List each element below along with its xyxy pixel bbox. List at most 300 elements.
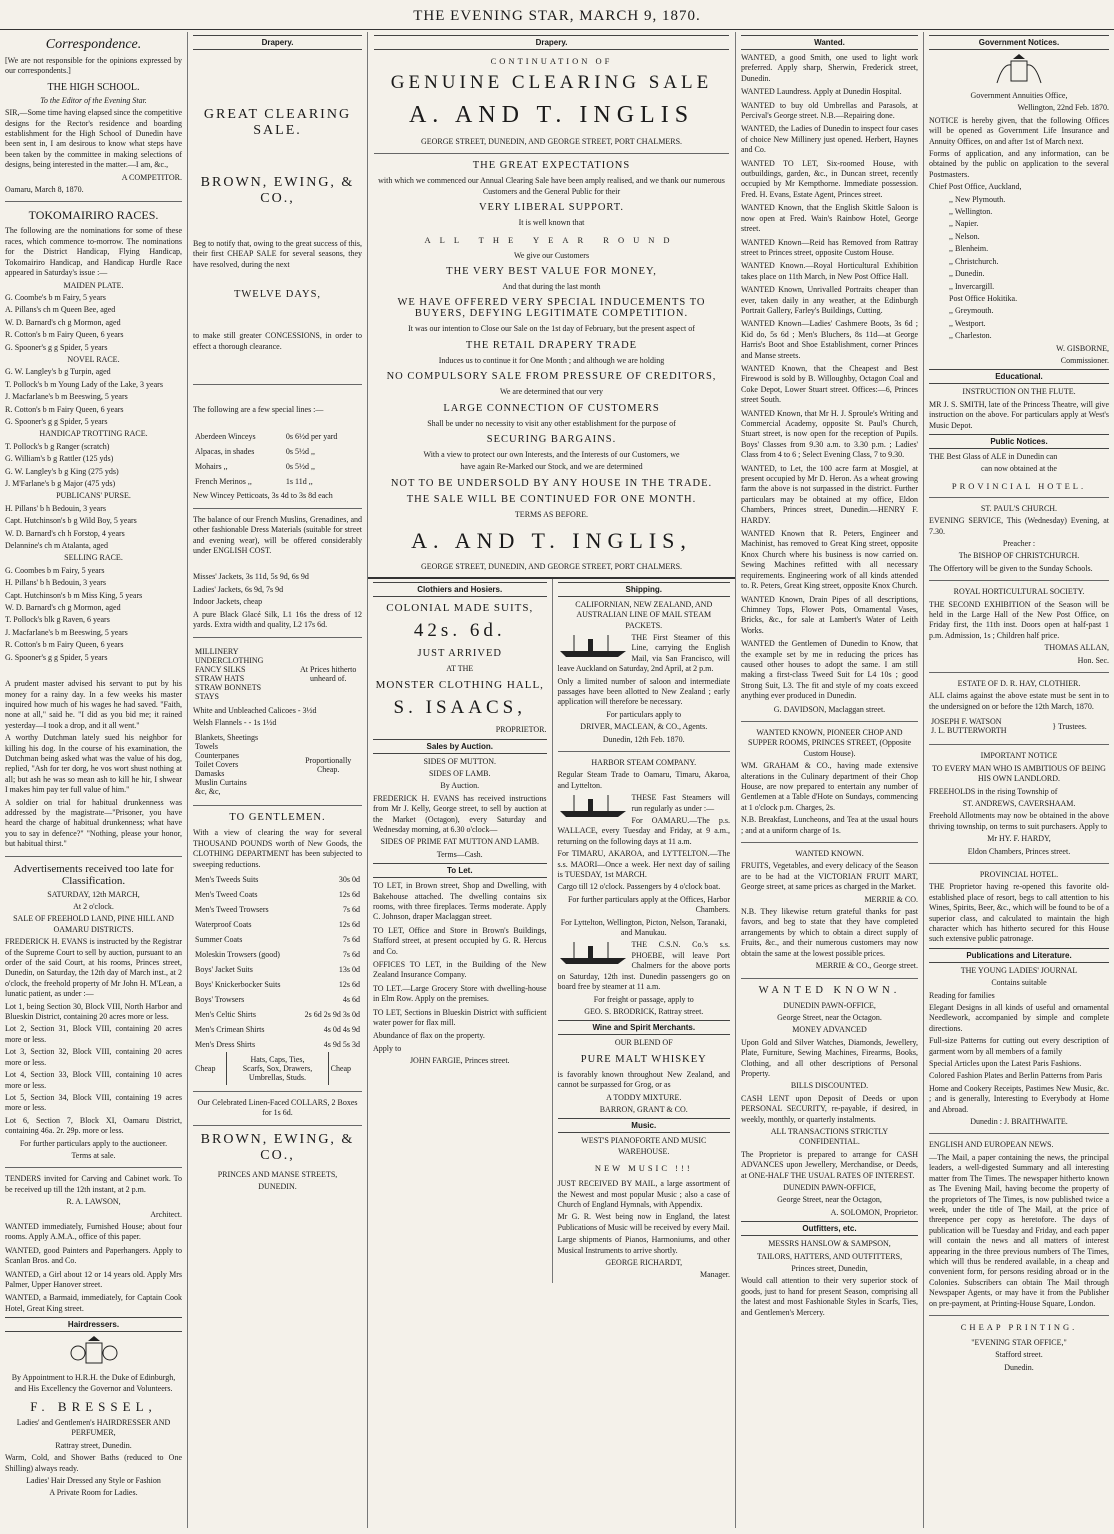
special-line-price: 0s 5½d ,, — [285, 447, 315, 457]
drapery-header: Drapery. — [193, 35, 362, 50]
inglis-text-5: It was our intention to Close our Sale on the 1st day of February, but the present aspect of — [408, 324, 695, 334]
clothing-price: 7s 6d — [342, 934, 360, 944]
race-entry: G. Coombes b m Fairy, 5 years — [5, 565, 105, 575]
race-entry: Capt. Hutchinson's b g Wild Boy, 5 years — [5, 516, 137, 526]
best-value: THE VERY BEST VALUE FOR MONEY, — [446, 266, 657, 278]
clothing-item: Boys' Trowsers — [195, 994, 245, 1004]
fruits-nb: N.B. They likewise return grateful thanks for past favors, and beg to state that they have completed arrangements by which to obtain a direct supply of Fruits, &c., and their numerous customers may now obtain the same at the lowest possible prices. — [741, 907, 918, 958]
large-connection: LARGE CONNECTION OF CUSTOMERS — [443, 402, 660, 414]
ylj-item: Colored Fashion Plates and Berlin Patterns from Paris — [929, 1071, 1103, 1081]
one-month: THE SALE WILL BE CONTINUED FOR ONE MONTH. — [406, 493, 697, 505]
clothing-price: 12s 6d — [338, 889, 360, 899]
government-header: Government Notices. — [929, 35, 1109, 50]
household-item: Counterpanes — [195, 751, 239, 761]
sale-lot: Lot 5, Section 34, Block VIII, containing 19 acres more or less. — [5, 1092, 182, 1113]
sides-of-lamb: SIDES OF LAMB. — [428, 768, 491, 778]
cheap-left: Cheap — [195, 1063, 216, 1073]
publications-header: Publications and Literature. — [929, 948, 1109, 963]
sale-lot: Lot 6, Section 7, Block XI, Oamaru District, containing 46a. 2r. 29p. more or less. — [5, 1115, 182, 1136]
clothing-item: Moleskin Trowsers (good) — [195, 949, 280, 959]
post-office-item: Post Office Hokitika. — [949, 293, 1018, 303]
column-inglis-and-misc — [368, 32, 736, 1528]
californian-apply: For particulars apply to — [606, 709, 682, 719]
music-body: JUST RECEIVED BY MAIL, a large assortment of the Newest and most popular Music ; also a case of Church of England Hymnals, with Appendix. — [557, 1179, 730, 1209]
nelson-title: For Lyttelton, Wellington, Picton, Nelson, Taranaki, and Manukau. — [560, 917, 727, 938]
wanted-known-ad: WANTED Known, that Mr H. J. Sproule's Writing and Commercial Academy, opposite St. Paul's Church, Stuart street, is now open for the reception of Pupils. Boys' Classes from 9.30 a.m. to 3.30 p.m. ; Ladies' Class from 4 to 6 ; Select Evening Class, 7 to 9.30. — [741, 408, 918, 460]
hanslow-3: Princes street, Dunedin, — [791, 1264, 868, 1274]
race-entry: Delannine's ch m Atalanta, aged — [5, 541, 108, 551]
hair-title: Ladies' and Gentlemen's HAIRDRESSER AND PERFUMER, — [16, 1418, 171, 1438]
at-the: AT THE — [446, 663, 474, 673]
hair-name: F. BRESSEL, — [30, 1399, 157, 1415]
davidson: G. DAVIDSON, Maclaggan street. — [773, 704, 886, 714]
inglis-text-2: It is well known that — [518, 218, 585, 228]
sale-time: At 2 o'clock. — [73, 902, 114, 911]
money-advanced: MONEY ADVANCED — [792, 1025, 867, 1035]
race-entry: Capt. Hutchinson's b m Miss King, 5 years — [5, 590, 143, 600]
clothing-item: Men's Tweed Trowsers — [195, 904, 269, 914]
ylj-contains: Contains suitable — [991, 978, 1047, 988]
wanted-known-ad: WANTED Known, Drain Pipes of all descriptions, Chimney Tops, Flower Pots, Ornamental Vases, Bricks, &c., for sale at Lambert's Water of Leith Works. — [741, 594, 918, 635]
evening-star-office: "EVENING STAR OFFICE," — [971, 1337, 1067, 1347]
special-line-item: Mohairs ,, — [195, 462, 228, 472]
wanted-ad: WANTED immediately, Furnished House; about four rooms. Apply A.M.A., office of this paper. — [5, 1221, 182, 1242]
household-item: Muslin Curtains — [195, 778, 247, 788]
race-title: PUBLICANS' PURSE. — [56, 491, 131, 501]
high-school-date: Oamaru, March 8, 1870. — [5, 185, 84, 195]
hon-sec: Hon. Sec. — [1077, 655, 1109, 665]
english-news: ENGLISH AND EUROPEAN NEWS. — [929, 1140, 1054, 1150]
clothing-price-table — [193, 872, 362, 1052]
clothing-row — [193, 917, 362, 932]
to-let-ad: TO LET, in Brown street, Shop and Dwelling, with Bakehouse attached. The dwelling contains six rooms, with three fireplaces. Terms moderate. Apply C. Johnson, draper Maclaggan street. — [373, 881, 547, 922]
sale-lot: Lot 4, Section 33, Block VIII, containing 10 acres more or less. — [5, 1070, 182, 1090]
dress-materials: The balance of our French Muslins, Grenadines, and other fashionable Dress Materials (suitable for street and evening wear), will be offered considerably under ENGLISH COST. — [193, 514, 362, 556]
special-line-price: 0s 5½d ,, — [285, 462, 315, 472]
column-drapery-brown-ewing — [188, 32, 368, 1528]
solomon: A. SOLOMON, Proprietor. — [830, 1207, 918, 1217]
departments-note: At Prices hitherto unheard of. — [299, 664, 357, 683]
special-line-item: Aberdeen Winceys — [195, 432, 256, 442]
race-title: SELLING RACE. — [64, 553, 123, 563]
welsh-flannels: Welsh Flannels - - 1s 1½d — [193, 717, 277, 727]
trustee-watson: JOSEPH F. WATSON — [931, 717, 1002, 727]
toddy-mixture: A TODDY MIXTURE. — [606, 1092, 682, 1102]
hair-ladies: Ladies' Hair Dressed any Style or Fashion — [26, 1476, 161, 1486]
sale-lot: Lot 3, Section 32, Block VIII, containing 20 acres more or less. — [5, 1047, 182, 1067]
genuine-clearing-sale-title: GENUINE CLEARING SALE — [390, 72, 713, 93]
sale-lot: Lot 1, being Section 30, Block VIII, North Harbor and Blueskin District, containing 20 acres more or less. — [5, 1001, 182, 1022]
brown-ewing-address: PRINCES AND MANSE STREETS, — [217, 1169, 338, 1179]
ylj-item: Full-size Patterns for cutting out every description of garment worn by all members of a family — [929, 1036, 1109, 1056]
inglis-text-7: We are determined that our very — [499, 387, 604, 397]
clothiers-header: Clothiers and Hosiers. — [373, 582, 547, 597]
harbor-body-2: THESE Fast Steamers will run regularly as under :— — [631, 793, 730, 813]
clothing-price: 12s 6d — [338, 919, 360, 929]
new-music: NEW MUSIC !!! — [594, 1163, 693, 1174]
department-item: FANCY SILKS — [195, 664, 246, 674]
column-wanted — [736, 32, 924, 1528]
ylj-item: Home and Cookery Receipts, Pastimes New Music, &c. ; and is generally, Interesting to Everybody at Home and Abroad. — [929, 1083, 1109, 1114]
important-notice: IMPORTANT NOTICE — [980, 751, 1058, 761]
sale-lots — [5, 1002, 182, 1137]
department-item: MILLINERY — [195, 646, 239, 656]
merrie-1: MERRIE & CO. — [864, 894, 918, 904]
inglis-text-1: with which we commenced our Annual Clearing Sale have been amply realised, and we thank our numerous Customers and the General Public for their — [378, 176, 725, 196]
not-undersold: NOT TO BE UNDERSOLD BY ANY HOUSE IN THE TRADE. — [390, 477, 713, 489]
sale-footer: For further particulars apply to the auctioneer. — [19, 1138, 168, 1148]
race-entry: T. Pollock's blk g Raven, 6 years — [5, 615, 110, 625]
anecdote-soldier: A soldier on trial for habitual drunkenness was addressed by the magistrate—"Prisoner, you have heard the charge of habitual drunkenness; what have you to say in defence?" "Nothing, please your honor, but habitual thirst." — [5, 797, 182, 849]
sale-terms: Terms at sale. — [71, 1150, 116, 1160]
special-lines-intro: The following are a few special lines :— — [193, 405, 324, 415]
music-header: Music. — [558, 1118, 731, 1133]
flute-body: MR J. S. SMITH, late of the Princess Theatre, will give instruction on the above. For particulars apply at West's Music Depot. — [929, 399, 1109, 430]
misses-jackets: Misses' Jackets, 3s 11d, 5s 9d, 6s 9d — [193, 572, 309, 582]
race-entry: R. Cotton's b m Fairy Queen, 6 years — [5, 640, 124, 650]
high-school-signature: A COMPETITOR. — [121, 172, 182, 182]
fruits-body: FRUITS, Vegetables, and every delicacy of the Season are to be had at the VICTORIAN FRUIT MART, George street, at same prices as charged in the Market. — [741, 861, 918, 892]
own-landlord: TO EVERY MAN WHO IS AMBITIOUS OF BEING HIS OWN LANDLORD. — [932, 763, 1106, 784]
wanted-known-ad: WANTED Known—Ladies' Cashmere Boots, 3s 6d ; Kid do, 5s 6d ; Men's Bluchers, 8s 11d—at George Harris's Boot and Shoe Establishment, corner Princes and Manse streets. — [741, 319, 918, 360]
confidential: ALL TRANSACTIONS STRICTLY CONFIDENTIAL. — [770, 1126, 889, 1147]
ladies-jackets: Ladies' Jackets, 6s 9d, 7s 9d — [193, 584, 284, 594]
no-compulsory-sale: NO COMPULSORY SALE FROM PRESSURE OF CREDITORS, — [386, 371, 717, 383]
steamship-icon — [558, 633, 628, 659]
trustees-label: } Trustees. — [1052, 721, 1087, 731]
high-school-title: THE HIGH SCHOOL. — [47, 81, 140, 93]
hairdressers-header: Hairdressers. — [5, 1317, 182, 1332]
race-entry: R. Cotton's b m Fairy Queen, 6 years — [5, 330, 124, 340]
cheap-right: Cheap — [330, 1063, 352, 1073]
household-item: Towels — [195, 742, 218, 752]
special-line-row — [193, 459, 362, 474]
disclaimer: [We are not responsible for the opinions expressed by our correspondents.] — [5, 56, 182, 76]
race-entry: A. Pillans's ch m Queen Bee, aged — [5, 305, 116, 315]
clothing-item: Summer Coats — [195, 934, 243, 944]
race-entry: W. D. Barnard's ch g Mormon, aged — [5, 317, 121, 327]
californian-title: CALIFORNIAN, NEW ZEALAND, AND AUSTRALIAN LINE OF MAIL STEAM PACKETS. — [575, 599, 713, 630]
race-entry: G. Spooner's g g Spider, 5 years — [5, 416, 108, 426]
race-title: NOVEL RACE. — [67, 354, 120, 364]
hanslow-body: Would call attention to their very superior stock of goods, just to hand for present Season, comprising all the latest and most Fashionable Styles in Scarfs, Ties, and Gentlemen's Mercery. — [741, 1276, 918, 1317]
post-office-item: ,, Dunedin. — [949, 269, 985, 279]
race-entry: R. Cotton's b m Fairy Queen, 6 years — [5, 404, 124, 414]
clothing-price: 2s 6d 2s 9d 3s 0d — [304, 1009, 360, 1019]
annuities-notice: NOTICE is hereby given, that the following Offices will be opened as Government Life Insurance and Annuity Offices, on and after 1st of March next. — [929, 115, 1109, 146]
inglis-text-6: Induces us to continue it for One Month ; and although we are holding — [438, 355, 665, 365]
pawn-body: Upon Gold and Silver Watches, Diamonds, Jewellery, Plate, Furniture, Sewing Machines, Firearms, Books, Clothing, and all other descriptions of Personal Property. — [741, 1037, 918, 1078]
pawn-sign-2: George Street, near the Octagon, — [777, 1195, 882, 1205]
wanted-ads — [5, 1222, 182, 1314]
wanted-ad: WANTED, good Painters and Paperhangers. Apply to Scanlan Bros. and Co. — [5, 1245, 182, 1266]
pawn-sign: DUNEDIN PAWN-OFFICE, — [783, 1183, 876, 1192]
cheap-items — [193, 1052, 362, 1085]
trustees-table — [929, 714, 1109, 738]
cheap-item: Umbrellas, Studs. — [248, 1072, 307, 1082]
race-entry: H. Pillans' b h Bedouin, 3 years — [5, 578, 106, 588]
john-fargie: JOHN FARGIE, Princes street. — [409, 1056, 510, 1066]
evans-auction: FREDERICK H. EVANS has received instructions from Mr J. Kelly, George street, to sell by auction at the Market (Octagon), every Saturday and Wednesday morning, at 6.30 o'clock— — [373, 793, 547, 834]
west-warehouse: WEST'S PIANOFORTE AND MUSIC WAREHOUSE. — [581, 1136, 707, 1156]
offertory: The Offertory will be given to the Sunday Schools. — [929, 563, 1093, 573]
late-ads-title: Advertisements received too late for Classification. — [13, 862, 174, 887]
wanted-known-ad: WANTED, the Ladies of Dunedin to inspect four cases of choice New Millinery just opened. Herbert, Haynes and Co. — [741, 124, 918, 155]
races-intro: The following are the nominations for some of these races, which commence to-morrow. The nominations for the District Handicap, Flying Handicap, Tokomairiro Handicap, and Handicap Hurdle Race appeared in Saturday's issue :— — [5, 226, 182, 278]
special-line-item: French Merinos ,, — [195, 477, 252, 487]
steamship-icon-3 — [558, 940, 628, 966]
races-title: TOKOMAIRIRO RACES. — [28, 208, 159, 223]
hair-baths: Warm, Cold, and Shower Baths (reduced to One Shilling) always ready. — [5, 1453, 182, 1473]
race-entry: G. William's b g Rattler (125 yds) — [5, 454, 114, 464]
race-entry: J. Macfarlane's b m Beeswing, 5 years — [5, 627, 128, 637]
to-let-ad: OFFICES TO LET, in the Building of the New Zealand Insurance Company. — [373, 960, 547, 980]
wanted-ad: WANTED, a Barmaid, immediately, for Captain Cook Hotel, Great King street. — [5, 1293, 182, 1313]
californian-body-2: Only a limited number of saloon and intermediate passages have been allotted to New Zealand ; early application will therefore be necessary. — [557, 676, 730, 707]
tenders-notice: TENDERS invited for Carving and Cabinet work. To be received up till the 12th instant, at 2 p.m. — [5, 1174, 182, 1194]
clothing-row — [193, 962, 362, 977]
ylj-item: Reading for families — [929, 990, 995, 1000]
californian-date: Dunedin, 12th Feb. 1870. — [602, 734, 685, 744]
harbor-body-6: For further particulars apply at the Offices, Harbor Chambers. — [567, 894, 730, 915]
to-let-ad: TO LET, Sections in Blueskin District with sufficient water power for flax mill. — [373, 1007, 547, 1028]
s-isaacs: S. ISAACS, — [393, 697, 526, 719]
to-gentlemen: TO GENTLEMEN. — [229, 812, 326, 824]
inglis-text-9: With a view to protect our own Interests, and the Interests of our Customers, we — [423, 450, 680, 460]
preacher: Preacher : — [1002, 539, 1036, 548]
trustee-butterworth: J. L. BUTTERWORTH — [931, 726, 1007, 736]
department-item: STRAW BONNETS — [195, 682, 262, 692]
special-line-row — [193, 429, 362, 444]
st-pauls: ST. PAUL'S CHURCH. — [980, 503, 1058, 513]
post-office-item: ,, Nelson. — [949, 231, 980, 241]
nelson-apply: For freight or passage, apply to — [593, 994, 694, 1004]
tenders-role: Architect. — [150, 1209, 182, 1219]
public-notices-header: Public Notices. — [929, 434, 1109, 449]
flax: Abundance of flax on the property. — [373, 1031, 485, 1041]
outfitters-header: Outfitters, etc. — [741, 1221, 918, 1236]
our-blend: OUR BLEND OF — [614, 1038, 673, 1048]
wanted-known-ad: WANTED, a good Smith, one used to light work preferred. Apply sharp, Sherwin, Frederick street, Dunedin. — [741, 53, 918, 83]
indoor-jackets: Indoor Jackets, cheap — [193, 597, 263, 607]
terms-cash: Terms—Cash. — [436, 849, 483, 859]
clothing-price: 7s 6d — [342, 904, 360, 914]
californian-body: THE First Steamer of this Line, carrying the English Mail, via San Francisco, will leave Auckland on Saturday, 2nd April, at 2 p.m. — [557, 632, 730, 674]
clothing-row — [193, 1022, 362, 1037]
freehold-body: Freehold Allotments may now be obtained in the above thriving township, on terms to suit purchasers. Apply to — [929, 811, 1109, 831]
special-line-row — [193, 474, 362, 489]
anecdote-rainy-day: A prudent master advised his servant to put by his money for a rainy day. In a few weeks his master inquired how much of his wages he had saved. "Faith, none at all," said he. "I did as you bid me; it rained yesterday—I took a drop, and it all went." — [5, 679, 182, 730]
gisborne: W. GISBORNE, — [1056, 343, 1109, 353]
wanted-known-fruit: WANTED KNOWN. — [795, 849, 864, 859]
wanted-known-ad: WANTED Known, that the English Skittle Saloon is now open at Fred. Wain's Rainbow Hotel, George street. — [741, 203, 918, 234]
richardt: GEORGE RICHARDT, — [605, 1258, 683, 1267]
race-entry: J. M'Farlane's b g Major (475 yds) — [5, 479, 116, 488]
annuities-date: Wellington, 22nd Feb. 1870. — [1017, 103, 1109, 113]
household-note: Proportionally Cheap. — [305, 755, 352, 774]
special-line-price: 0s 6½d per yard — [285, 432, 338, 442]
inglis-text-10: have again Re-Marked our Stock, and we are determined — [460, 462, 643, 472]
ylj-item: Special Articles upon the Latest Paris Fashions. — [929, 1059, 1082, 1069]
special-inducements: WE HAVE OFFERED VERY SPECIAL INDUCEMENTS TO BUYERS, DEFYING LEGITIMATE COMPETITION. — [397, 297, 706, 320]
shipping-header: Shipping. — [558, 582, 731, 597]
inglis-drapery-header: Drapery. — [374, 35, 729, 50]
wanted-known-ad: WANTED Known.—Royal Horticultural Exhibition takes place on 11th March, in New Post Office Hall. — [741, 261, 918, 281]
harbor-body: Regular Steam Trade to Oamaru, Timaru, Akaroa, and Lyttelton. — [557, 770, 730, 790]
wanted-known-ad: WANTED Known that R. Peters, Engineer and Machinist, has removed to Great King street, opposite Knox Church where his business is now carried on. Sewing Machines refitted with all necessary requirements. Engineering work of all kinds attended to. R. Peters, Great King street, opposite Knox Church. — [741, 529, 918, 591]
sale-title: SALE OF FREEHOLD LAND, PINE HILL AND OAMARU DISTRICTS. — [13, 914, 174, 934]
music-body-2: Mr G. R. West being now in England, the latest Publications of Music will be received by every Mail. — [557, 1212, 730, 1232]
subcolumn-left — [368, 579, 552, 1283]
to-let-ad: TO LET.—Large Grocery Store with dwelling-house in Elm Row. Apply on the premises. — [373, 983, 547, 1004]
inglis-address-footer: GEORGE STREET, DUNEDIN, AND GEORGE STREET, PORT CHALMERS. — [420, 562, 683, 572]
wanted-known-ad: WANTED Laundress. Apply at Dunedin Hospital. — [741, 87, 902, 97]
hair-address: Rattray street, Dunedin. — [55, 1440, 132, 1450]
hanslow-2: TAILORS, HATTERS, AND OUTFITTERS, — [756, 1251, 903, 1261]
suit-price: 42s. 6d. — [413, 619, 506, 641]
auction-header: Sales by Auction. — [373, 739, 547, 754]
bishop: The BISHOP OF CHRISTCHURCH. — [958, 551, 1080, 561]
clothing-price: 30s 0d — [338, 874, 360, 884]
wanted-known-ad: WANTED to buy old Umbrellas and Parasols, at Percival's George street. N.B.—Repairing done. — [741, 100, 918, 121]
clothing-row — [193, 902, 362, 917]
post-office-item: ,, Blenheim. — [949, 244, 989, 254]
special-line-item: Alpacas, in shades — [195, 447, 255, 457]
chief-post-office: Chief Post Office, Auckland, — [929, 182, 1022, 192]
calicoes: White and Unbleached Calicoes - 3½d — [193, 705, 317, 715]
annuities-forms: Forms of application, and any information, can be obtained by the public on application to the several Postmasters. — [929, 149, 1109, 179]
isaacs-proprietor: PROPRIETOR. — [495, 725, 547, 735]
all-the-year-round: ALL THE YEAR ROUND — [424, 234, 679, 245]
harbor-body-4: For TIMARU, AKAROA, and LYTTELTON.—The s.s. MAORI—Once a week. Her next day of sailing is TUESDAY, 1st MARCH. — [557, 849, 730, 880]
clothing-item: Men's Tweed Coats — [195, 889, 258, 899]
tenders-name: R. A. LAWSON, — [66, 1197, 121, 1207]
californian-agents: DRIVER, MACLEAN, & CO., Agents. — [580, 722, 708, 732]
continuation: CONTINUATION OF — [490, 56, 613, 66]
bills-discounted: BILLS DISCOUNTED. — [790, 1081, 869, 1091]
high-school-to: To the Editor of the Evening Star. — [40, 95, 147, 105]
cheap-item: Hats, Caps, Ties, — [250, 1054, 305, 1064]
by-auction: By Auction. — [440, 781, 480, 791]
post-office-item: ,, Westport. — [949, 318, 986, 328]
clothing-row — [193, 932, 362, 947]
merrie-2: MERRIE & CO., George street. — [815, 961, 918, 971]
household-item: Toilet Covers — [195, 760, 239, 770]
clothing-item: Men's Crimean Shirts — [195, 1024, 265, 1034]
estate-hay: ESTATE OF D. R. HAY, CLOTHIER. — [957, 679, 1081, 689]
column-government-notices — [924, 32, 1114, 1528]
estate-hay-body: ALL claims against the above estate must be sent in to the undersigned on or before the 12th March, 1870. — [929, 691, 1109, 711]
retail-drapery-trade: THE RETAIL DRAPERY TRADE — [465, 339, 638, 351]
barron-grant: BARRON, GRANT & CO. — [599, 1104, 688, 1114]
inglis-firm-footer: A. AND T. INGLIS, — [411, 528, 692, 554]
pure-malt-whiskey: PURE MALT WHISKEY — [580, 1053, 707, 1065]
second-exhibition: THE SECOND EXHIBITION of the Season will be held in the Large Hall of the New Post Office, on Friday first, the 11th inst. Doors open at half-past 1 p.m. Admission, 1s ; Children half price. — [929, 599, 1109, 640]
brown-ewing-intro: Beg to notify that, owing to the great success of this, their first CHEAP SALE for several seasons, they have resolved, during the next — [193, 239, 362, 269]
provincial-hotel-2: PROVINCIAL HOTEL. — [979, 869, 1059, 879]
clothing-item: Men's Celtic Shirts — [195, 1009, 256, 1019]
very-liberal-support: VERY LIBERAL SUPPORT. — [478, 202, 625, 214]
household-item: Blankets, Sheetings — [195, 733, 259, 743]
brown-ewing-firm: BROWN, EWING, & CO., — [200, 175, 355, 206]
race-entry: T. Pollock's b m Young Lady of the Lake, 3 years — [5, 379, 163, 389]
freeholds: FREEHOLDS in the rising Township of — [929, 786, 1058, 796]
wanted-ad: WANTED, a Girl about 12 or 14 years old. Apply Mrs Palmer, Upper Hanover street. — [5, 1269, 182, 1289]
race-entry: G. Coombe's b m Fairy, 5 years — [5, 292, 106, 302]
pawn-address: George Street, near the Octagon. — [777, 1012, 882, 1022]
brown-ewing-city: DUNEDIN. — [258, 1182, 297, 1192]
pawn-title: DUNEDIN PAWN-OFFICE, — [783, 1000, 876, 1010]
post-office-item: ,, New Plymouth. — [949, 194, 1006, 204]
harbor-title: HARBOR STEAM COMPANY. — [591, 757, 697, 767]
clothing-row — [193, 947, 362, 962]
race-title: HANDICAP TROTTING RACE. — [39, 429, 148, 439]
braithwaite: Dunedin : J. BRAITHWAITE. — [970, 1117, 1068, 1127]
to-let-ads — [373, 881, 547, 1028]
english-news-body: —The Mail, a paper containing the news, the principal leaders, a well-digested Summary and all interesting matter from The Times. The newspaper hitherto known as The Evening Mail, having become the property of the proprietors of The Times, is now published twice a week, under the title of The Mail, at the price of threepence per copy as heretofore. The days of publication will be Tuesday and Friday, and each paper will contain the news and all matters of interest appearing in the three previous numbers of The Times, which will thus be rendered available, in a cheap and convenient form, for persons residing abroad or in the Colonies. Subscribers can obtain The Mail through Newspaper Agents, or may have it from the Publisher on pre-payment, at Printing-House Square, London. — [929, 1152, 1109, 1308]
linen-collars: Our Celebrated Linen-Faced COLLARS, 2 Boxes for 1s 6d. — [197, 1097, 358, 1118]
clothing-item: Waterproof Coats — [195, 919, 252, 929]
department-item: UNDERCLOTHING — [195, 655, 264, 665]
just-arrived: JUST ARRIVED — [417, 647, 502, 659]
evening-service: EVENING SERVICE, This (Wednesday) Evening, at 7.30. — [929, 516, 1109, 536]
monster-clothing-hall: MONSTER CLOTHING HALL, — [375, 679, 544, 692]
royal-arms-icon — [64, 1335, 124, 1371]
race-entry: W. D. Barnard's ch h Forstop, 4 years — [5, 528, 125, 538]
wanted-known-ad: WANTED, to Let, the 100 acre farm at Mosgiel, at present occupied by Mr D. Heron. As a wheat growing farm the above is not surpassed in the district. Further particulars may be obtained at my office, Eldon Chambers, Princes street, Dunedin.—HENRY F. HARDY. — [741, 463, 918, 525]
clothing-row — [193, 977, 362, 992]
departments-table — [193, 644, 362, 704]
anecdote-dutchman: A worthy Dutchman lately sued his neighbor for killing his dog. In the course of his examination, the Dutchman being asked what was the value of his dog, replied, "Ash for ter dorg, he vos wort shust nothing at all; but ash he was so mean ash to kill he hir, I shwear I makes him pay ter full value of him." — [5, 733, 182, 795]
whiskey-body: is favorably known throughout New Zealand, and cannot be surpassed for Grog, or as — [557, 1069, 730, 1090]
ylj-items — [929, 991, 1109, 1115]
household-table — [193, 730, 362, 799]
post-office-item: ,, Christchurch. — [949, 256, 999, 266]
household-item: Damasks — [195, 769, 225, 779]
richardt-manager: Manager. — [700, 1270, 730, 1280]
post-office-item: ,, Greymouth. — [949, 306, 994, 316]
inglis-text-4: And that during the last month — [502, 282, 601, 292]
sides-of-mutton: SIDES OF MUTTON. — [423, 756, 497, 766]
concessions: to make still greater CONCESSIONS, in order to effect a thorough clearance. — [193, 331, 362, 351]
post-office-item: ,, Wellington. — [949, 207, 993, 217]
st-andrews: ST. ANDREWS, CAVERSHAAM. — [962, 798, 1076, 808]
great-expectations: THE GREAT EXPECTATIONS — [472, 160, 631, 172]
petticoats: New Wincey Petticoats, 3s 4d to 3s 8d each — [193, 491, 333, 501]
clothing-price: 7s 6d — [342, 949, 360, 959]
high-school-letter: SIR,—Some time having elapsed since the competitive designs for the Rector's residence and boarding establishment for the High School of Dunedin have been sent in, I am desirous to know what steps have been taken by the committee in making selections of designs, being interested in the matter.—I am, &c., — [5, 108, 182, 170]
clothing-item: Boys' Jacket Suits — [195, 964, 253, 974]
terms-as-before: TERMS AS BEFORE. — [514, 509, 589, 519]
nelson-body: THE C.S.N. Co.'s s.s. PHOEBE, will leave Port Chalmers for the above ports on Saturday, 12th inst. Dunedin passengers go on board free by steamer at 11 a.m. — [557, 940, 730, 992]
household-item: &c, &c, — [195, 787, 221, 797]
royal-horticultural: ROYAL HORTICULTURAL SOCIETY. — [953, 587, 1085, 597]
clothing-row — [193, 1037, 362, 1052]
graham-body: WM. GRAHAM & CO., having made extensive alterations in the Culinary department of their Chop House, are now prepared to entertain any number of Gentlemen at a Table d'Hote on Sundays, commencing at 1 o'clock p.m. Charges, 2s. — [741, 761, 918, 812]
young-ladies-journal: THE YOUNG LADIES' JOURNAL — [960, 965, 1078, 975]
glace-silk: A pure Black Glacé Silk, L1 16s the dress of 12 yards. Extra width and quality, L2 17s 6d. — [193, 609, 362, 630]
to-let-ad: TO LET, Office and Store in Brown's Buildings, Stafford street, at present occupied by G. R. Hercus and Co. — [373, 925, 547, 956]
clothing-item: Men's Dress Shirts — [195, 1039, 256, 1049]
race-entry: G. Spooner's g g Spider, 5 years — [5, 652, 108, 662]
flute-title: INSTRUCTION ON THE FLUTE. — [962, 387, 1076, 397]
department-item: STRAW HATS — [195, 673, 245, 683]
clothing-row — [193, 992, 362, 1007]
inglis-text-3: We give our Customers — [513, 250, 590, 260]
race-entry: G. W. Langley's b g King (275 yds) — [5, 466, 119, 476]
clothing-price: 4s 6d — [342, 994, 360, 1004]
sale-lot: Lot 2, Section 31, Block VIII, containing 20 acres more or less. — [5, 1024, 182, 1044]
